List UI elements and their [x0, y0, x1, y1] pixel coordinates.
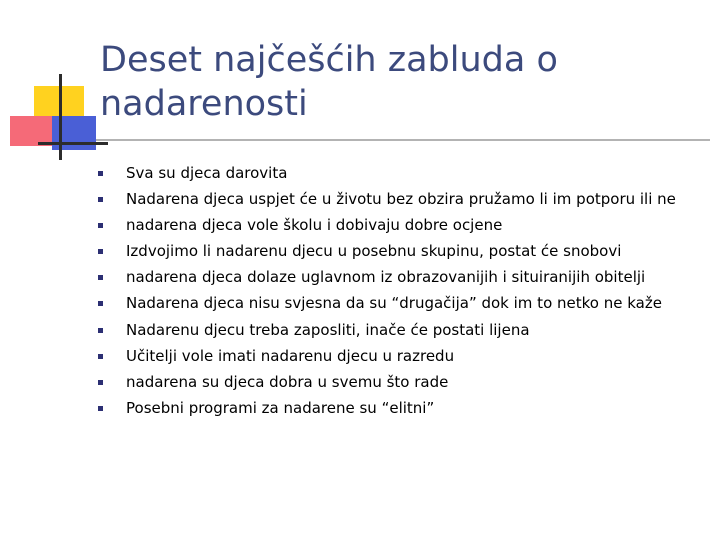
square-bullet-icon	[98, 354, 103, 359]
bullet-text: Nadarenu djecu treba zaposliti, inače će postati lijena	[126, 320, 530, 339]
square-bullet-icon	[98, 275, 103, 280]
bullet-text: Nadarena djeca uspjet će u životu bez obzira pružamo li im potporu ili ne	[126, 190, 676, 209]
bullet-item	[98, 398, 698, 419]
bullet-item	[98, 372, 698, 393]
square-bullet-icon	[98, 406, 103, 411]
square-bullet-icon	[98, 249, 103, 254]
bullet-text: Sva su djeca darovita	[126, 164, 288, 182]
bullet-text: Izdvojimo li nadarenu djecu u posebnu skupinu, postat će snobovi	[126, 242, 622, 261]
decorative-horizontal-line	[38, 142, 108, 145]
bullet-text: nadarena su djeca dobra u svemu što rade	[126, 372, 449, 391]
square-bullet-icon	[98, 171, 103, 176]
bullet-item	[98, 241, 698, 262]
square-bullet-icon	[98, 223, 103, 228]
bullet-list	[98, 163, 698, 424]
bullet-item	[98, 320, 698, 341]
bullet-item	[98, 346, 698, 367]
bullet-item	[98, 163, 698, 184]
bullet-item	[98, 267, 698, 288]
title-underline	[96, 139, 710, 141]
bullet-item	[98, 293, 698, 314]
bullet-item	[98, 189, 698, 210]
square-bullet-icon	[98, 328, 103, 333]
bullet-text: Nadarena djeca nisu svjesna da su “drugačija” dok im to netko ne kaže	[126, 294, 662, 313]
square-bullet-icon	[98, 301, 103, 306]
bullet-text: Posebni programi za nadarene su “elitni”	[126, 398, 435, 417]
bullet-item	[98, 215, 698, 236]
square-bullet-icon	[98, 380, 103, 385]
bullet-text: nadarena djeca dolaze uglavnom iz obrazovanijih i situiranijih obitelji	[126, 268, 646, 287]
decorative-vertical-line	[59, 74, 62, 160]
bullet-text: Učitelji vole imati nadarenu djecu u razredu	[126, 346, 455, 365]
bullet-text: nadarena djeca vole školu i dobivaju dobre ocjene	[126, 216, 503, 235]
square-bullet-icon	[98, 197, 103, 202]
slide-title: Deset najčešćih zabluda o nadarenosti	[100, 40, 558, 124]
